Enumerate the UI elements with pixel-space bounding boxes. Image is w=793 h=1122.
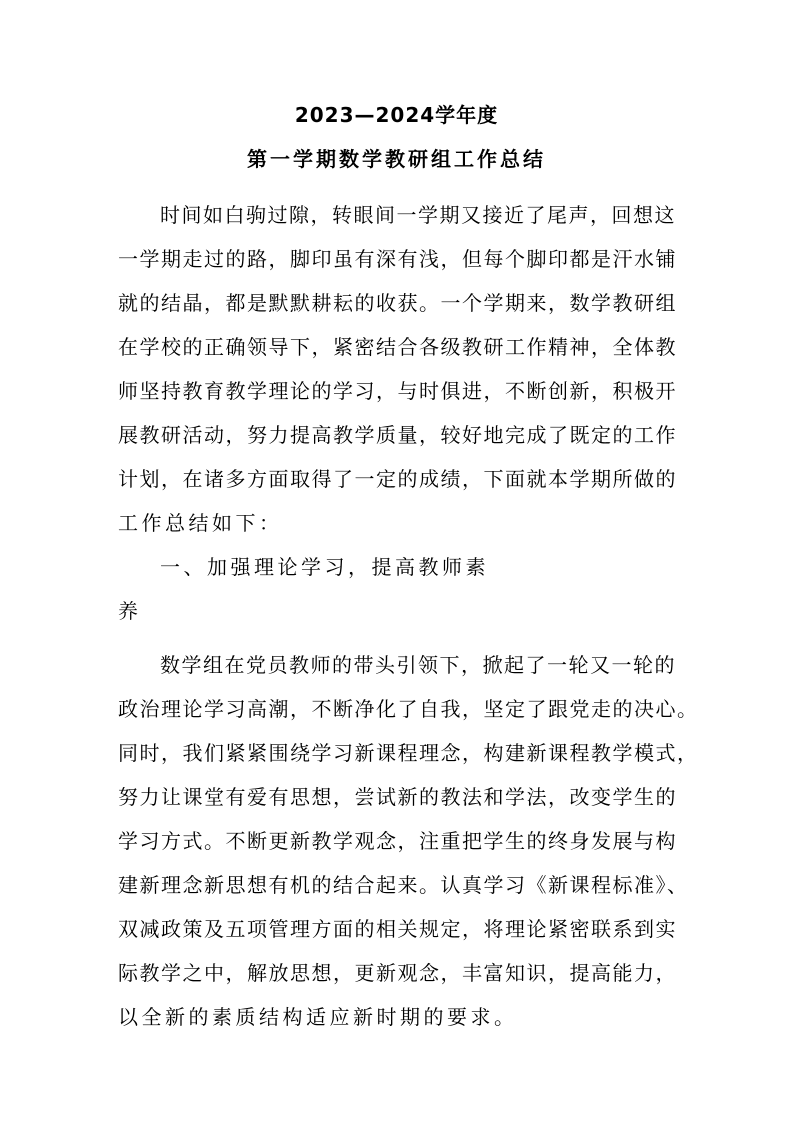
- section1-line: 建新理念新思想有机的结合起来。认真学习《新课程标准》、: [118, 873, 689, 897]
- section1-line: 以全新的素质结构适应新时期的要求。: [118, 1005, 518, 1029]
- intro-line: 工作总结如下：: [118, 511, 283, 535]
- document-title: 第一学期数学教研组工作总结: [247, 147, 546, 171]
- section1-line: 努力让课堂有爱有思想，尝试新的教法和学法，改变学生的: [118, 785, 677, 809]
- intro-line: 一学期走过的路，脚印虽有深有浅，但每个脚印都是汗水铺: [118, 247, 677, 271]
- intro-line: 师坚持教育教学理论的学习，与时俱进，不断创新，积极开: [118, 379, 677, 403]
- intro-line: 展教研活动，努力提高教学质量，较好地完成了既定的工作: [118, 423, 677, 447]
- section1-line: 际教学之中，解放思想，更新观念，丰富知识，提高能力，: [118, 961, 677, 985]
- section-heading-continued: 养: [118, 599, 138, 623]
- section1-line: 学习方式。不断更新教学观念，注重把学生的终身发展与构: [118, 829, 677, 853]
- section1-line: 同时，我们紧紧围绕学习新课程理念，构建新课程教学模式，: [118, 741, 699, 765]
- document-title-year: 2023—2024学年度: [294, 103, 499, 127]
- section1-line: 政治理论学习高潮，不断净化了自我，坚定了跟党走的决心。: [118, 697, 699, 721]
- intro-line: 就的结晶，都是默默耕耘的收获。一个学期来，数学教研组: [118, 291, 677, 315]
- intro-line: 时间如白驹过隙，转眼间一学期又接近了尾声，回想这: [160, 203, 676, 227]
- intro-line: 在学校的正确领导下，紧密结合各级教研工作精神，全体教: [118, 335, 677, 359]
- section1-line: 双减政策及五项管理方面的相关规定，将理论紧密联系到实: [118, 917, 677, 941]
- intro-line: 计划，在诸多方面取得了一定的成绩，下面就本学期所做的: [118, 467, 677, 491]
- section-heading: 一、加强理论学习，提高教师素: [160, 555, 489, 579]
- section1-line: 数学组在党员教师的带头引领下，掀起了一轮又一轮的: [160, 653, 676, 677]
